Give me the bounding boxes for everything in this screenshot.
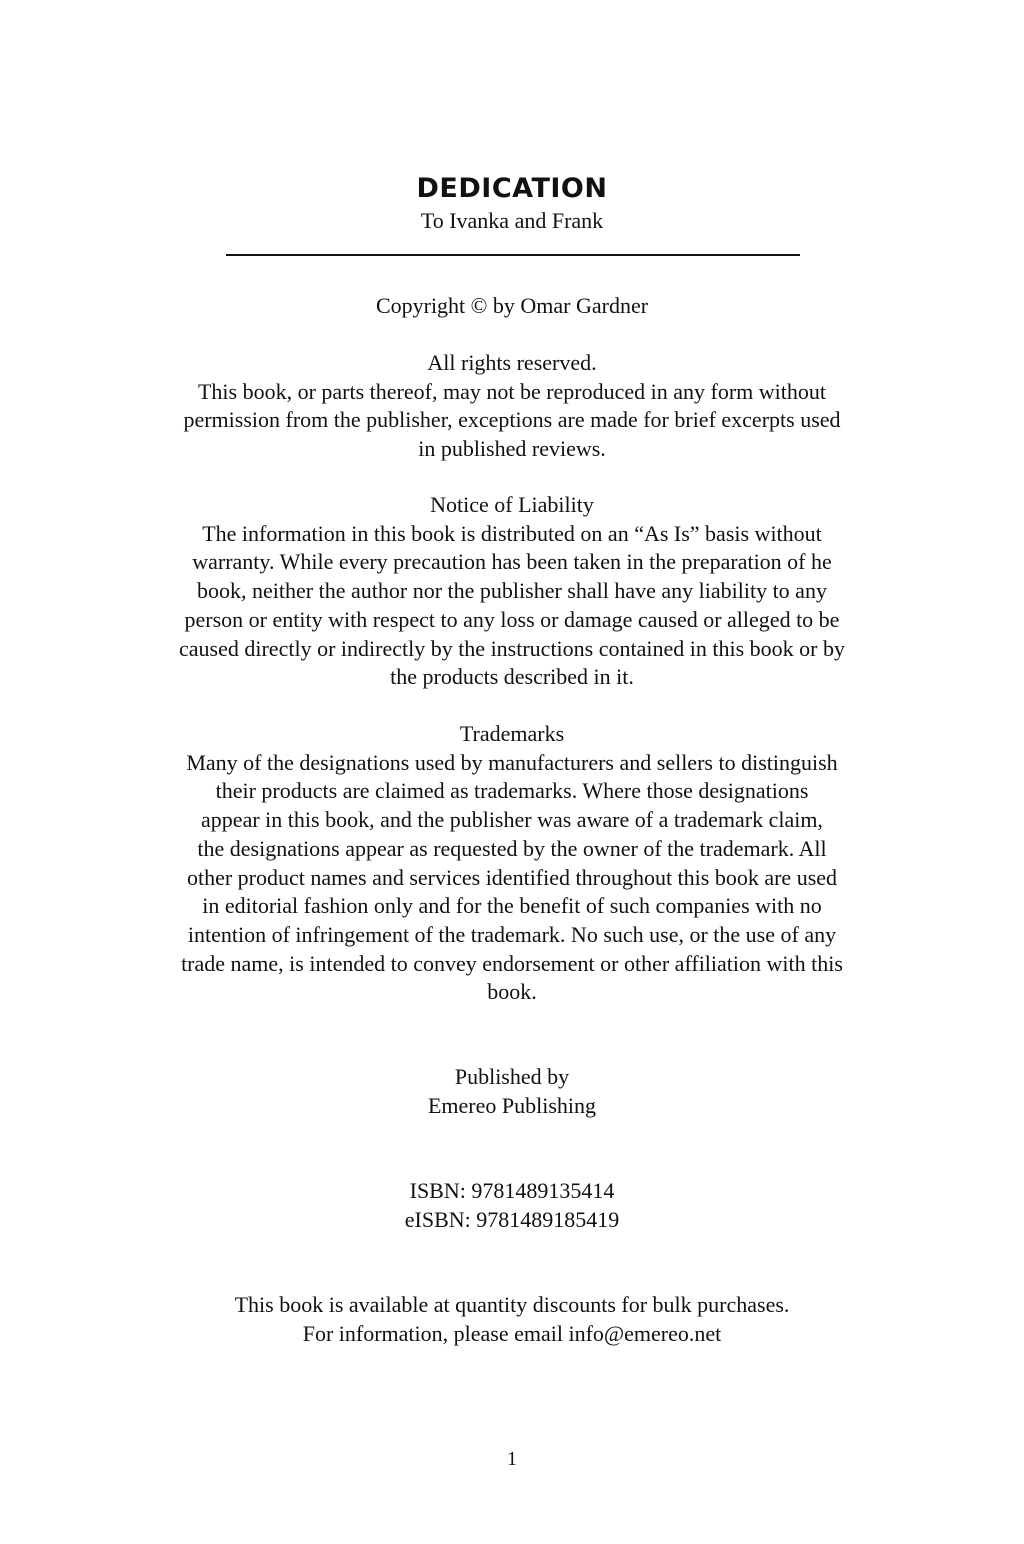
trademarks-line: trade name, is intended to convey endorsement or other affiliation with this: [181, 950, 843, 976]
dedication-heading: DEDICATION: [416, 173, 608, 204]
liability-line: The information in this book is distributed on an “As Is” basis without: [202, 520, 822, 546]
dedication-text: To Ivanka and Frank: [420, 208, 604, 233]
divider-rule: [226, 254, 800, 256]
trademarks-line: their products are claimed as trademarks. Where those designations: [215, 778, 809, 804]
trademarks-line: other product names and services identified throughout this book are used: [186, 864, 838, 890]
rights-section: [0, 349, 1024, 464]
liability-line: warranty. While every precaution has been taken in the preparation of he: [192, 549, 832, 575]
liability-line: book, neither the author nor the publisher shall have any liability to any: [197, 578, 827, 604]
liability-section: [0, 491, 1024, 692]
page-number: 1: [507, 1448, 517, 1470]
trademarks-line: intention of infringement of the trademark. No such use, or the use of any: [187, 921, 837, 947]
rights-line: in published reviews.: [418, 436, 606, 462]
publisher-name: Emereo Publishing: [427, 1092, 597, 1118]
trademarks-line: Many of the designations used by manufacturers and sellers to distinguish: [186, 749, 838, 775]
rights-line: This book, or parts thereof, may not be reproduced in any form without: [197, 378, 827, 404]
publisher-section: [0, 1063, 1024, 1120]
trademarks-line: in editorial fashion only and for the benefit of such companies with no: [202, 893, 822, 919]
rights-heading: All rights reserved.: [427, 350, 597, 375]
isbn-section: [0, 1177, 1024, 1234]
liability-line: the products described in it.: [390, 664, 634, 690]
liability-line: caused directly or indirectly by the instructions contained in this book or by: [179, 635, 845, 661]
trademarks-section: [0, 720, 1024, 1007]
liability-line: person or entity with respect to any loss or damage caused or alleged to be: [184, 606, 840, 632]
published-by-label: Published by: [454, 1064, 570, 1089]
bulk-contact-line: For information, please email info@emereo.net: [302, 1320, 722, 1346]
liability-heading: Notice of Liability: [430, 492, 594, 517]
trademarks-line: appear in this book, and the publisher was aware of a trademark claim,: [201, 807, 823, 833]
isbn-number: ISBN: 9781489135414: [409, 1178, 615, 1203]
eisbn-number: eISBN: 9781489185419: [404, 1206, 620, 1232]
trademarks-heading: Trademarks: [459, 721, 565, 746]
copyright-notice: Copyright © by Omar Gardner: [375, 293, 649, 318]
bulk-purchase-note: [0, 1291, 1024, 1348]
trademarks-line: book.: [487, 979, 537, 1005]
trademarks-line: the designations appear as requested by the owner of the trademark. All: [197, 835, 827, 861]
rights-line: permission from the publisher, exceptions are made for brief excerpts used: [183, 407, 841, 433]
bulk-line: This book is available at quantity discounts for bulk purchases.: [234, 1292, 790, 1317]
